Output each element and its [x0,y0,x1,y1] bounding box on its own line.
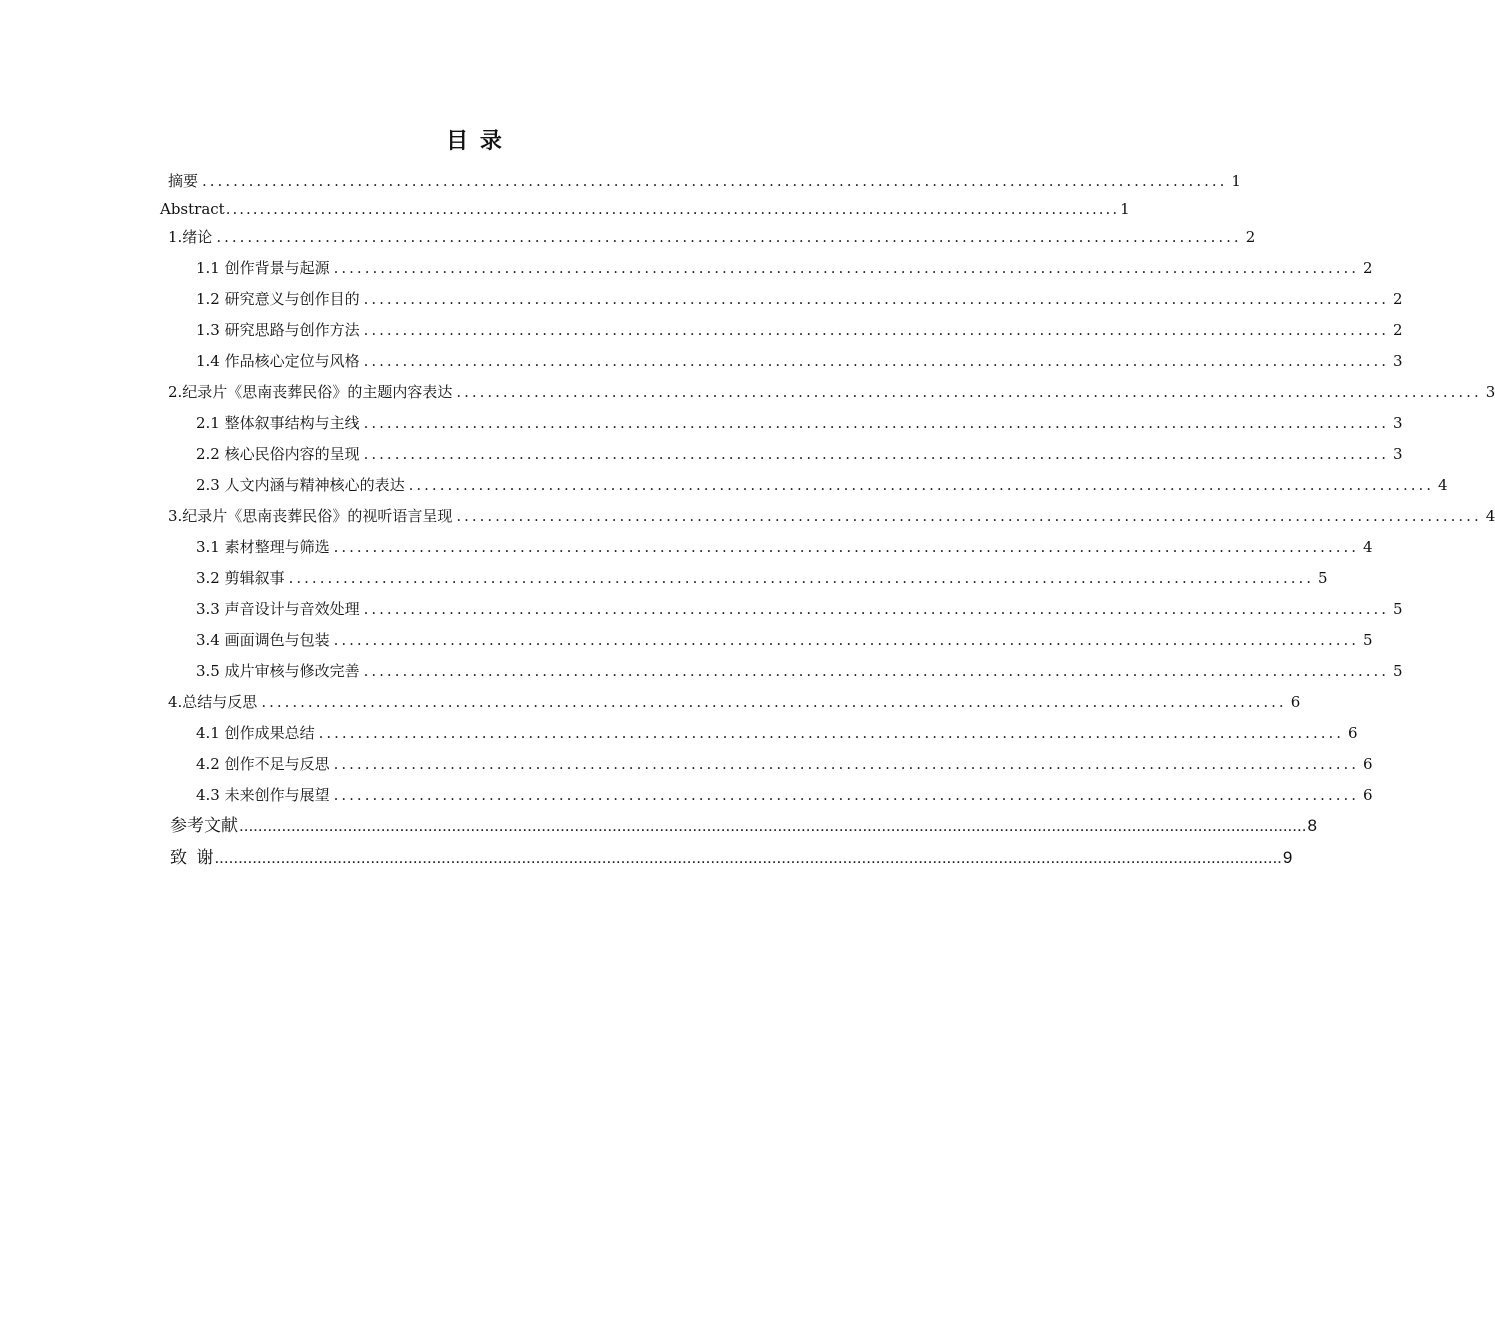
toc-entry-label: 4.3 未来创作与展望 [196,786,330,804]
dot-leader: .................................................................................................................................... [318,724,1345,742]
toc-entry[interactable] [196,784,1373,806]
toc-entry-page: 1 [1231,172,1241,190]
toc-entry-label: Abstract [160,200,225,218]
dot-leader: .................................................................................................................................... [408,476,1435,494]
toc-entry-page: 6 [1363,786,1373,804]
dot-leader: .................................................................................................................................................................................................................................. [239,816,1307,835]
toc-entry[interactable] [168,226,1256,248]
toc-entry-page: 3 [1393,414,1403,432]
toc-entry-page: 2 [1393,290,1403,308]
toc-entry-label: 1.绪论 [168,228,213,246]
dot-leader: .................................................................................................................................... [363,662,1390,680]
dot-leader: .................................................................................................................................... [333,755,1360,773]
dot-leader: .................................................................................................................................... [261,693,1287,711]
dot-leader: .................................................................................................................................................................................................................................. [214,848,1282,867]
dot-leader: .................................................................................................................................... [333,538,1360,556]
dot-leader: .................................................................................................................................... [333,631,1360,649]
toc-entry-label: 3.3 声音设计与音效处理 [196,600,360,618]
dot-leader: .................................................................................................................................... [456,383,1482,401]
dot-leader: .................................................................................................................................... [202,172,1228,190]
toc-entry[interactable] [196,753,1373,775]
toc-entry-label: 3.5 成片审核与修改完善 [196,662,360,680]
toc-entry-page: 2 [1393,321,1403,339]
dot-leader: .................................................................................................................................... [363,321,1390,339]
dot-leader: .................................................................................................................................... [333,259,1360,277]
toc-entry-page: 6 [1290,693,1301,711]
toc-entry-label: 4.2 创作不足与反思 [196,755,330,773]
dot-leader: .................................................................................................................................... [363,290,1390,308]
toc-entry[interactable] [160,198,1130,220]
toc-entry-label: 2.纪录片《思南丧葬民俗》的主题内容表达 [168,383,453,401]
dot-leader: .................................................................................................................................... [363,352,1390,370]
toc-entry[interactable] [196,536,1373,558]
toc-entry[interactable] [168,170,1241,192]
toc-entry[interactable] [196,257,1373,279]
dot-leader: .................................................................................................................................... [363,414,1390,432]
toc-entry-label: 1.1 创作背景与起源 [196,259,330,277]
toc-entry-page: 5 [1393,600,1403,618]
toc-entry-page: 6 [1348,724,1358,742]
toc-entry-page: 2 [1363,259,1373,277]
dot-leader: .................................................................................................................................... [225,200,1120,218]
toc-entry-label: 参考文献 [170,816,238,835]
toc-entry-page: 4 [1485,507,1495,525]
toc-entry-label: 4.总结与反思 [168,693,258,711]
toc-entry[interactable] [196,443,1403,465]
toc-entry-page: 3 [1393,352,1403,370]
toc-entry[interactable] [168,505,1495,527]
dot-leader: .................................................................................................................................... [456,507,1482,525]
toc-entry[interactable] [196,629,1373,651]
toc-entry[interactable] [170,815,1317,837]
dot-leader: .................................................................................................................................... [288,569,1315,587]
toc-entry-page: 9 [1282,848,1293,867]
toc-entry-label: 1.3 研究思路与创作方法 [196,321,360,339]
toc-entry-label: 2.3 人文内涵与精神核心的表达 [196,476,405,494]
toc-entry-label: 1.2 研究意义与创作目的 [196,290,360,308]
toc-entry-page: 8 [1307,816,1317,835]
toc-entry[interactable] [170,847,1293,869]
toc-entry[interactable] [196,288,1403,310]
toc-entry[interactable] [196,412,1403,434]
toc-entry-label: 3.纪录片《思南丧葬民俗》的视听语言呈现 [168,507,453,525]
toc-entry[interactable] [196,598,1403,620]
toc-entry-page: 5 [1393,662,1403,680]
toc-entry-page: 3 [1485,383,1495,401]
dot-leader: .................................................................................................................................... [363,445,1390,463]
toc-entry-label: 4.1 创作成果总结 [196,724,315,742]
toc-entry-page: 6 [1363,755,1373,773]
dot-leader: .................................................................................................................................... [216,228,1242,246]
toc-entry-label: 摘要 [168,172,199,190]
toc-entry-page: 4 [1363,538,1373,556]
page-title: 目 录 [446,129,504,154]
toc-entry[interactable] [196,660,1403,682]
toc-entry-page: 4 [1438,476,1448,494]
dot-leader: .................................................................................................................................... [333,786,1360,804]
toc-entry[interactable] [196,567,1328,589]
toc-entry-page: 5 [1318,569,1328,587]
toc-entry-page: 3 [1393,445,1403,463]
toc-entry-page: 5 [1363,631,1373,649]
toc-entry-label: 2.2 核心民俗内容的呈现 [196,445,360,463]
toc-entry[interactable] [196,722,1358,744]
toc-entry-label: 致 谢 [170,848,214,867]
toc-entry-page: 2 [1245,228,1256,246]
dot-leader: .................................................................................................................................... [363,600,1390,618]
toc-entry-label: 2.1 整体叙事结构与主线 [196,414,360,432]
toc-entry[interactable] [196,474,1448,496]
toc-entry[interactable] [168,691,1301,713]
toc-entry-label: 3.1 素材整理与筛选 [196,538,330,556]
toc-entry[interactable] [196,350,1403,372]
toc-entry[interactable] [196,319,1403,341]
toc-entry-label: 3.4 画面调色与包装 [196,631,330,649]
toc-entry[interactable] [168,381,1495,403]
toc-entry-label: 1.4 作品核心定位与风格 [196,352,360,370]
toc-entry-label: 3.2 剪辑叙事 [196,569,285,587]
toc-entry-page: 1 [1120,200,1130,218]
